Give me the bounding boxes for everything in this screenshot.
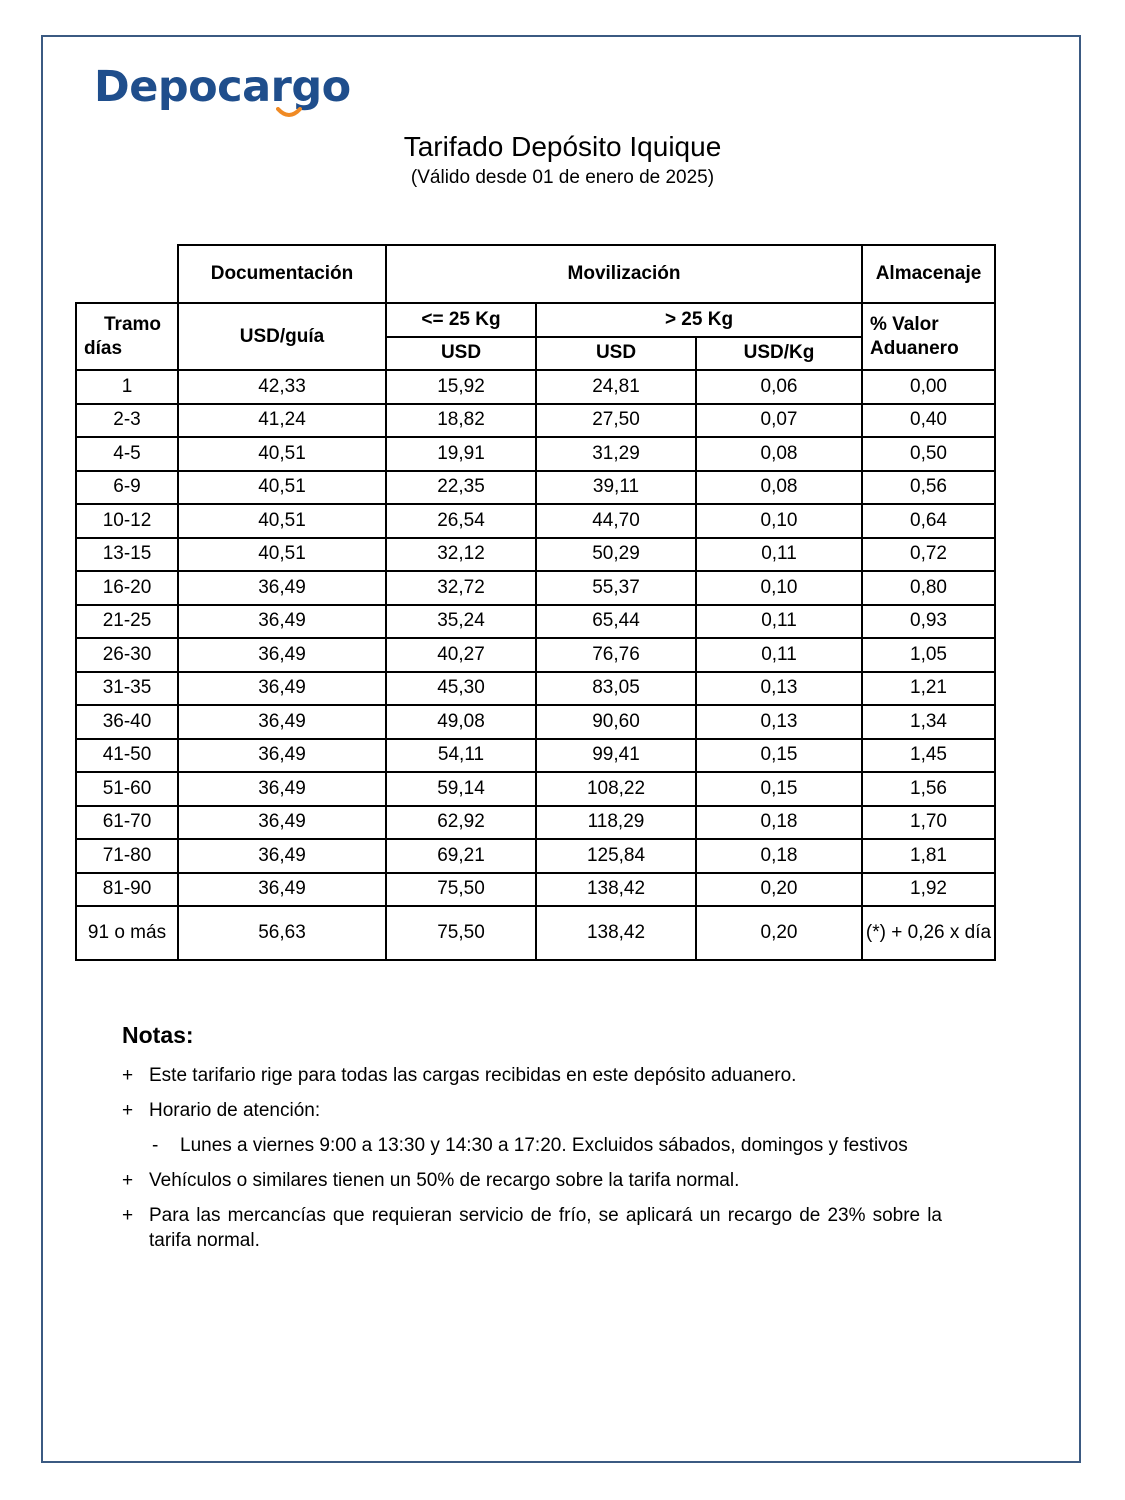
cell-usd-gt25: 76,76	[536, 638, 696, 672]
cell-tramo: 61-70	[76, 806, 178, 840]
table-row	[76, 873, 995, 907]
cell-usd-guia: 36,49	[178, 638, 386, 672]
cell-valor-aduanero: 0,80	[862, 571, 995, 605]
note-text: Lunes a viernes 9:00 a 13:30 y 14:30 a 17:20. Excluidos sábados, domingos y festivos	[180, 1135, 908, 1156]
cell-usd-le25: 35,24	[386, 605, 536, 639]
cell-valor-aduanero: 0,00	[862, 370, 995, 404]
cell-usd-le25: 45,30	[386, 672, 536, 706]
cell-usd-gt25: 55,37	[536, 571, 696, 605]
cell-usd-kg: 0,18	[696, 839, 862, 873]
cell-valor-aduanero: 1,56	[862, 772, 995, 806]
cell-usd-gt25: 24,81	[536, 370, 696, 404]
cell-usd-gt25: 90,60	[536, 705, 696, 739]
table-row	[76, 906, 995, 960]
note-text: Para las mercancías que requieran servicio de frío, se aplicará un recargo de 23% sobre la tarifa normal.	[149, 1205, 942, 1251]
cell-usd-kg: 0,08	[696, 437, 862, 471]
header-tramo-dias	[76, 303, 178, 370]
cell-usd-kg: 0,13	[696, 672, 862, 706]
cell-usd-le25: 49,08	[386, 705, 536, 739]
cell-usd-le25: 32,72	[386, 571, 536, 605]
cell-valor-aduanero: 0,93	[862, 605, 995, 639]
cell-usd-le25: 40,27	[386, 638, 536, 672]
cell-valor-aduanero: 1,81	[862, 839, 995, 873]
page-subtitle: (Válido desde 01 de enero de 2025)	[410, 167, 715, 188]
table-row	[76, 839, 995, 873]
table-row	[76, 705, 995, 739]
cell-usd-gt25: 31,29	[536, 437, 696, 471]
cell-usd-kg: 0,11	[696, 638, 862, 672]
cell-tramo: 6-9	[76, 471, 178, 505]
cell-usd-kg: 0,07	[696, 404, 862, 438]
cell-usd-kg: 0,10	[696, 504, 862, 538]
table-row	[76, 638, 995, 672]
note-item	[122, 1063, 942, 1088]
notes-list	[122, 1063, 942, 1253]
cell-usd-kg: 0,13	[696, 705, 862, 739]
cell-usd-guia: 40,51	[178, 471, 386, 505]
header-usd-guia: USD/guía	[178, 303, 386, 370]
corner-blank-cell	[76, 245, 178, 303]
cell-usd-kg: 0,20	[696, 906, 862, 960]
note-bullet: +	[122, 1170, 134, 1191]
note-bullet: +	[122, 1205, 134, 1226]
cell-valor-aduanero: 1,05	[862, 638, 995, 672]
logo-swoosh-icon	[276, 107, 302, 119]
cell-usd-kg: 0,06	[696, 370, 862, 404]
cell-tramo: 91 o más	[76, 906, 178, 960]
header-valor-aduanero: % Valor Aduanero	[862, 303, 995, 370]
cell-tramo: 26-30	[76, 638, 178, 672]
cell-usd-le25: 15,92	[386, 370, 536, 404]
cell-valor-aduanero: 0,40	[862, 404, 995, 438]
cell-usd-kg: 0,20	[696, 873, 862, 907]
cell-usd-le25: 32,12	[386, 538, 536, 572]
cell-usd-kg: 0,15	[696, 772, 862, 806]
cell-usd-guia: 36,49	[178, 873, 386, 907]
cell-tramo: 71-80	[76, 839, 178, 873]
cell-usd-gt25: 138,42	[536, 906, 696, 960]
table-row	[76, 437, 995, 471]
table-row	[76, 504, 995, 538]
notes-section	[122, 1022, 942, 1263]
cell-valor-aduanero: 0,50	[862, 437, 995, 471]
cell-usd-guia: 42,33	[178, 370, 386, 404]
note-item	[122, 1168, 942, 1193]
header-usd-le25: USD	[386, 337, 536, 371]
cell-tramo: 1	[76, 370, 178, 404]
cell-usd-gt25: 65,44	[536, 605, 696, 639]
note-item	[122, 1098, 942, 1123]
cell-usd-le25: 26,54	[386, 504, 536, 538]
cell-usd-le25: 54,11	[386, 739, 536, 773]
cell-valor-aduanero: 0,56	[862, 471, 995, 505]
cell-valor-aduanero: 1,34	[862, 705, 995, 739]
cell-usd-guia: 36,49	[178, 605, 386, 639]
cell-usd-guia: 36,49	[178, 839, 386, 873]
header-gt25kg: > 25 Kg	[536, 303, 862, 337]
cell-valor-aduanero: 0,72	[862, 538, 995, 572]
header-le25kg: <= 25 Kg	[386, 303, 536, 337]
header-usd-kg: USD/Kg	[696, 337, 862, 371]
cell-usd-kg: 0,10	[696, 571, 862, 605]
page-title: Tarifado Depósito Iquique	[403, 131, 722, 162]
cell-tramo: 41-50	[76, 739, 178, 773]
cell-tramo: 10-12	[76, 504, 178, 538]
cell-usd-guia: 40,51	[178, 437, 386, 471]
table-row	[76, 471, 995, 505]
note-item	[122, 1203, 942, 1253]
cell-usd-kg: 0,11	[696, 538, 862, 572]
cell-valor-aduanero: 1,21	[862, 672, 995, 706]
cell-usd-guia: 41,24	[178, 404, 386, 438]
header-tramo-label: Tramo días	[84, 313, 162, 359]
cell-valor-aduanero: (*) + 0,26 x día	[862, 906, 995, 960]
cell-usd-gt25: 125,84	[536, 839, 696, 873]
table-row	[76, 605, 995, 639]
cell-usd-guia: 36,49	[178, 806, 386, 840]
cell-usd-gt25: 44,70	[536, 504, 696, 538]
cell-usd-gt25: 99,41	[536, 739, 696, 773]
cell-usd-gt25: 50,29	[536, 538, 696, 572]
cell-usd-guia: 40,51	[178, 538, 386, 572]
cell-usd-le25: 75,50	[386, 873, 536, 907]
table-row	[76, 538, 995, 572]
cell-usd-gt25: 108,22	[536, 772, 696, 806]
cell-usd-le25: 19,91	[386, 437, 536, 471]
table-row	[76, 672, 995, 706]
cell-usd-kg: 0,18	[696, 806, 862, 840]
cell-tramo: 2-3	[76, 404, 178, 438]
header-movilizacion: Movilización	[386, 245, 862, 303]
note-bullet: +	[122, 1100, 134, 1121]
header-usd-gt25: USD	[536, 337, 696, 371]
tariff-table	[75, 244, 996, 961]
cell-usd-le25: 75,50	[386, 906, 536, 960]
cell-valor-aduanero: 0,64	[862, 504, 995, 538]
cell-usd-kg: 0,15	[696, 739, 862, 773]
table-row	[76, 404, 995, 438]
cell-usd-kg: 0,11	[696, 605, 862, 639]
note-text: Horario de atención:	[149, 1100, 321, 1121]
header-documentacion: Documentación	[178, 245, 386, 303]
table-row	[76, 571, 995, 605]
table-row	[76, 739, 995, 773]
brand-logo: Depocargo	[94, 62, 351, 112]
cell-tramo: 36-40	[76, 705, 178, 739]
cell-usd-le25: 22,35	[386, 471, 536, 505]
cell-usd-gt25: 27,50	[536, 404, 696, 438]
cell-usd-guia: 36,49	[178, 672, 386, 706]
table-row	[76, 370, 995, 404]
notes-title: Notas:	[122, 1022, 194, 1048]
note-bullet: -	[152, 1135, 159, 1156]
cell-valor-aduanero: 1,45	[862, 739, 995, 773]
cell-usd-guia: 36,49	[178, 772, 386, 806]
note-text: Este tarifario rige para todas las cargas recibidas en este depósito aduanero.	[149, 1065, 797, 1086]
cell-tramo: 81-90	[76, 873, 178, 907]
cell-usd-guia: 36,49	[178, 739, 386, 773]
cell-usd-le25: 18,82	[386, 404, 536, 438]
cell-tramo: 21-25	[76, 605, 178, 639]
cell-usd-guia: 36,49	[178, 571, 386, 605]
cell-valor-aduanero: 1,70	[862, 806, 995, 840]
cell-usd-kg: 0,08	[696, 471, 862, 505]
cell-usd-le25: 59,14	[386, 772, 536, 806]
table-row	[76, 772, 995, 806]
cell-usd-le25: 62,92	[386, 806, 536, 840]
cell-tramo: 31-35	[76, 672, 178, 706]
cell-usd-gt25: 118,29	[536, 806, 696, 840]
cell-valor-aduanero: 1,92	[862, 873, 995, 907]
table-row	[76, 806, 995, 840]
header-almacenaje: Almacenaje	[862, 245, 995, 303]
note-text: Vehículos o similares tienen un 50% de recargo sobre la tarifa normal.	[149, 1170, 740, 1191]
cell-usd-guia: 36,49	[178, 705, 386, 739]
cell-usd-gt25: 138,42	[536, 873, 696, 907]
cell-usd-le25: 69,21	[386, 839, 536, 873]
note-item	[122, 1133, 942, 1158]
cell-tramo: 4-5	[76, 437, 178, 471]
note-bullet: +	[122, 1065, 134, 1086]
cell-usd-gt25: 83,05	[536, 672, 696, 706]
cell-tramo: 51-60	[76, 772, 178, 806]
cell-usd-guia: 40,51	[178, 504, 386, 538]
cell-tramo: 16-20	[76, 571, 178, 605]
cell-usd-guia: 56,63	[178, 906, 386, 960]
cell-tramo: 13-15	[76, 538, 178, 572]
cell-usd-gt25: 39,11	[536, 471, 696, 505]
